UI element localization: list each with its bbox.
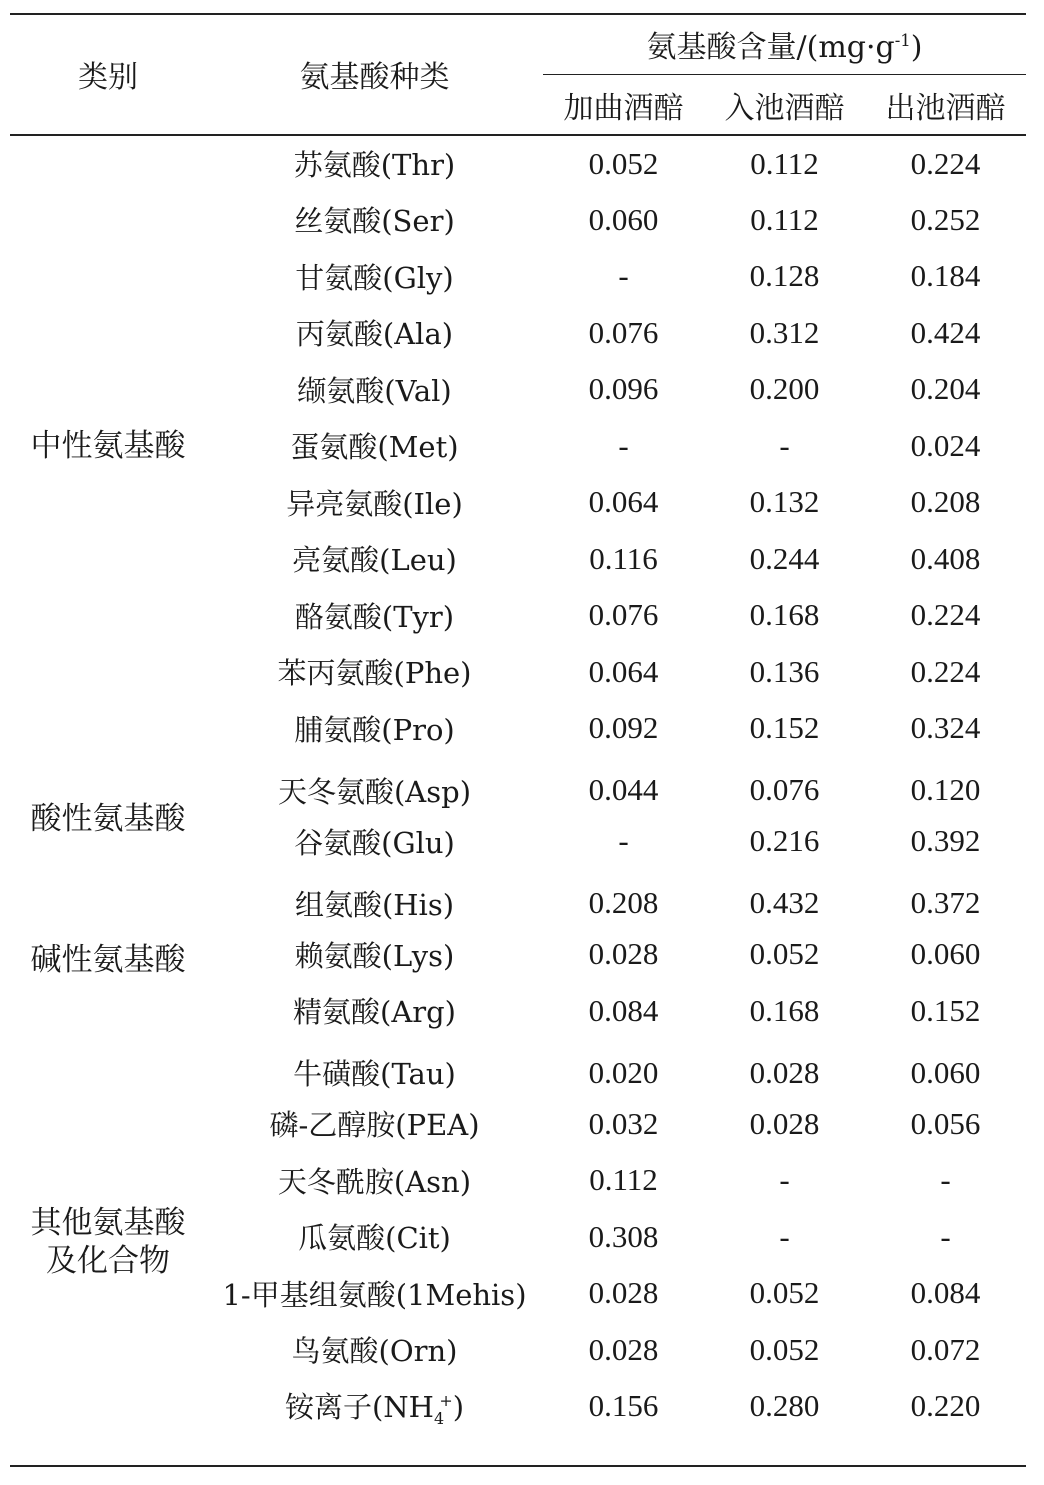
value-cell-sample-2: 0.128	[749, 258, 820, 294]
value-cell-sample-2: 0.052	[749, 936, 820, 972]
value-cell-sample-1: 0.028	[588, 1275, 659, 1311]
value-cell-sample-1: 0.084	[588, 992, 659, 1028]
amino-acid-name: 鸟氨酸(Orn)	[291, 1334, 458, 1369]
value-cell-sample-2: -	[779, 1162, 790, 1198]
value-cell-sample-2: 0.076	[749, 772, 820, 808]
value-cell-sample-1: 0.116	[589, 540, 658, 576]
value-cell-sample-2: 0.200	[749, 371, 820, 407]
value-cell-sample-2: 0.152	[749, 710, 820, 746]
header-amino-acid: 氨基酸种类	[206, 14, 543, 135]
value-cell-sample-2: 0.168	[749, 597, 820, 633]
value-cell-sample-3: -	[940, 1218, 951, 1254]
value-cell-sample-3: 0.152	[910, 992, 981, 1028]
value-cell-sample-2: -	[779, 1218, 790, 1254]
header-content-sup: -1	[894, 31, 911, 50]
value-cell-sample-1: 0.028	[588, 1331, 659, 1367]
value-cell-sample-3: 0.424	[910, 314, 981, 350]
amino-acid-name: 精氨酸(Arg)	[293, 995, 456, 1030]
value-cell-sample-3: 0.084	[910, 1275, 981, 1311]
value-cell-sample-1: -	[618, 427, 629, 463]
value-cell-sample-1: 0.112	[589, 1162, 658, 1198]
header-content-text: 氨基酸含量/(mg·g	[646, 30, 895, 65]
value-cell-sample-3: 0.056	[910, 1105, 981, 1141]
value-cell-sample-1: 0.092	[588, 710, 659, 746]
amino-acid-name: 谷氨酸(Glu)	[294, 825, 455, 860]
header-sample-2: 入池酒醅	[704, 75, 865, 136]
value-cell-sample-2: 0.136	[749, 653, 820, 689]
value-cell-sample-3: 0.224	[910, 597, 981, 633]
value-cell-sample-2: 0.028	[749, 1105, 820, 1141]
amino-acid-name: 亮氨酸(Leu)	[292, 543, 457, 578]
amino-acid-name-sup: +	[439, 1391, 453, 1411]
value-cell-sample-3: 0.024	[910, 427, 981, 463]
value-cell-sample-2: 0.244	[749, 540, 820, 576]
value-cell-sample-2: 0.216	[749, 823, 820, 859]
value-cell-sample-2: 0.112	[750, 145, 819, 181]
value-cell-sample-3: 0.204	[910, 371, 981, 407]
value-cell-sample-1: 0.308	[588, 1218, 659, 1254]
value-cell-sample-1: 0.096	[588, 371, 659, 407]
value-cell-sample-2: 0.112	[750, 201, 819, 237]
amino-acid-name: 异亮氨酸(Ile)	[286, 486, 463, 521]
amino-acid-table-container	[10, 14, 1026, 1435]
value-cell-sample-2: 0.280	[749, 1388, 820, 1424]
value-cell-sample-1: 0.052	[588, 145, 659, 181]
table-body	[10, 135, 1026, 1435]
table-row	[10, 870, 1026, 927]
header-sample-1: 加曲酒醅	[543, 75, 704, 136]
header-category: 类别	[10, 14, 206, 135]
category-cell	[10, 1039, 206, 1435]
value-cell-sample-3: 0.324	[910, 710, 981, 746]
amino-acid-name: 组氨酸(His)	[294, 887, 455, 922]
value-cell-sample-2: 0.312	[749, 314, 820, 350]
amino-acid-name: 牛磺酸(Tau)	[293, 1057, 456, 1092]
amino-acid-name: 赖氨酸(Lys)	[294, 938, 455, 973]
amino-acid-name: 1-甲基组氨酸(1Mehis)	[222, 1277, 527, 1312]
amino-acid-name: 苯丙氨酸(Phe)	[277, 656, 472, 691]
amino-acid-name: 脯氨酸(Pro)	[294, 712, 455, 747]
value-cell-sample-1: -	[618, 258, 629, 294]
header-content	[543, 14, 1026, 75]
category-line: 及化合物	[46, 1243, 170, 1280]
value-cell-sample-1: 0.156	[588, 1388, 659, 1424]
amino-acid-table	[10, 14, 1026, 1435]
amino-acid-name-text: 铵离子(NH	[284, 1389, 434, 1424]
value-cell-sample-3: 0.060	[910, 1054, 981, 1090]
value-cell-sample-2: -	[779, 427, 790, 463]
value-cell-sample-1: 0.028	[588, 936, 659, 972]
value-cell-sample-2: 0.168	[749, 992, 820, 1028]
value-cell-sample-3: 0.372	[910, 885, 981, 921]
amino-acid-name: 丝氨酸(Ser)	[294, 204, 455, 239]
value-cell-sample-3: 0.120	[910, 772, 981, 808]
value-cell-sample-1: 0.064	[588, 484, 659, 520]
table-row	[10, 1039, 1026, 1096]
category-cell: 酸性氨基酸	[30, 800, 186, 837]
amino-acid-name: 瓜氨酸(Cit)	[298, 1221, 451, 1256]
value-cell-sample-3: -	[940, 1162, 951, 1198]
value-cell-sample-1: 0.060	[588, 201, 659, 237]
value-cell-sample-1: 0.208	[588, 885, 659, 921]
table-row	[10, 757, 1026, 814]
value-cell-sample-2: 0.132	[749, 484, 820, 520]
bottom-rule	[10, 1465, 1026, 1467]
value-cell-sample-3: 0.224	[910, 145, 981, 181]
amino-acid-name: 天冬酰胺(Asn)	[277, 1164, 472, 1199]
value-cell-sample-3: 0.208	[910, 484, 981, 520]
amino-acid-name: 甘氨酸(Gly)	[295, 260, 454, 295]
value-cell-sample-3: 0.072	[910, 1331, 981, 1367]
amino-acid-name-close: )	[452, 1389, 465, 1424]
category-cell: 中性氨基酸	[30, 428, 186, 465]
value-cell-sample-1: 0.076	[588, 597, 659, 633]
value-cell-sample-3: 0.060	[910, 936, 981, 972]
amino-acid-name: 磷-乙醇胺(PEA)	[269, 1108, 480, 1143]
amino-acid-name: 蛋氨酸(Met)	[290, 430, 459, 465]
amino-acid-name: 缬氨酸(Val)	[297, 373, 452, 408]
amino-acid-name: 苏氨酸(Thr)	[293, 148, 456, 183]
value-cell-sample-1: 0.032	[588, 1105, 659, 1141]
table-header	[10, 14, 1026, 135]
category-line: 其他氨基酸	[30, 1205, 186, 1242]
value-cell-sample-1: 0.044	[588, 772, 659, 808]
header-content-close: )	[910, 30, 923, 65]
value-cell-sample-3: 0.408	[910, 540, 981, 576]
category-cell: 碱性氨基酸	[30, 941, 186, 978]
value-cell-sample-3: 0.392	[910, 823, 981, 859]
value-cell-sample-1: -	[618, 823, 629, 859]
value-cell-sample-1: 0.076	[588, 314, 659, 350]
value-cell-sample-1: 0.064	[588, 653, 659, 689]
header-sample-3: 出池酒醅	[865, 75, 1026, 136]
amino-acid-name: 丙氨酸(Ala)	[295, 317, 454, 352]
value-cell-sample-2: 0.052	[749, 1331, 820, 1367]
amino-acid-name: 天冬氨酸(Asp)	[277, 774, 472, 809]
amino-acid-name	[206, 1378, 543, 1435]
table-row	[10, 135, 1026, 192]
amino-acid-name: 酪氨酸(Tyr)	[294, 599, 455, 634]
value-cell-sample-3: 0.224	[910, 653, 981, 689]
value-cell-sample-2: 0.052	[749, 1275, 820, 1311]
value-cell-sample-3: 0.252	[910, 201, 981, 237]
value-cell-sample-3: 0.184	[910, 258, 981, 294]
value-cell-sample-1: 0.020	[588, 1054, 659, 1090]
amino-acid-name-sub: 4	[433, 1408, 445, 1428]
value-cell-sample-2: 0.028	[749, 1054, 820, 1090]
value-cell-sample-2: 0.432	[749, 885, 820, 921]
value-cell-sample-3: 0.220	[910, 1388, 981, 1424]
